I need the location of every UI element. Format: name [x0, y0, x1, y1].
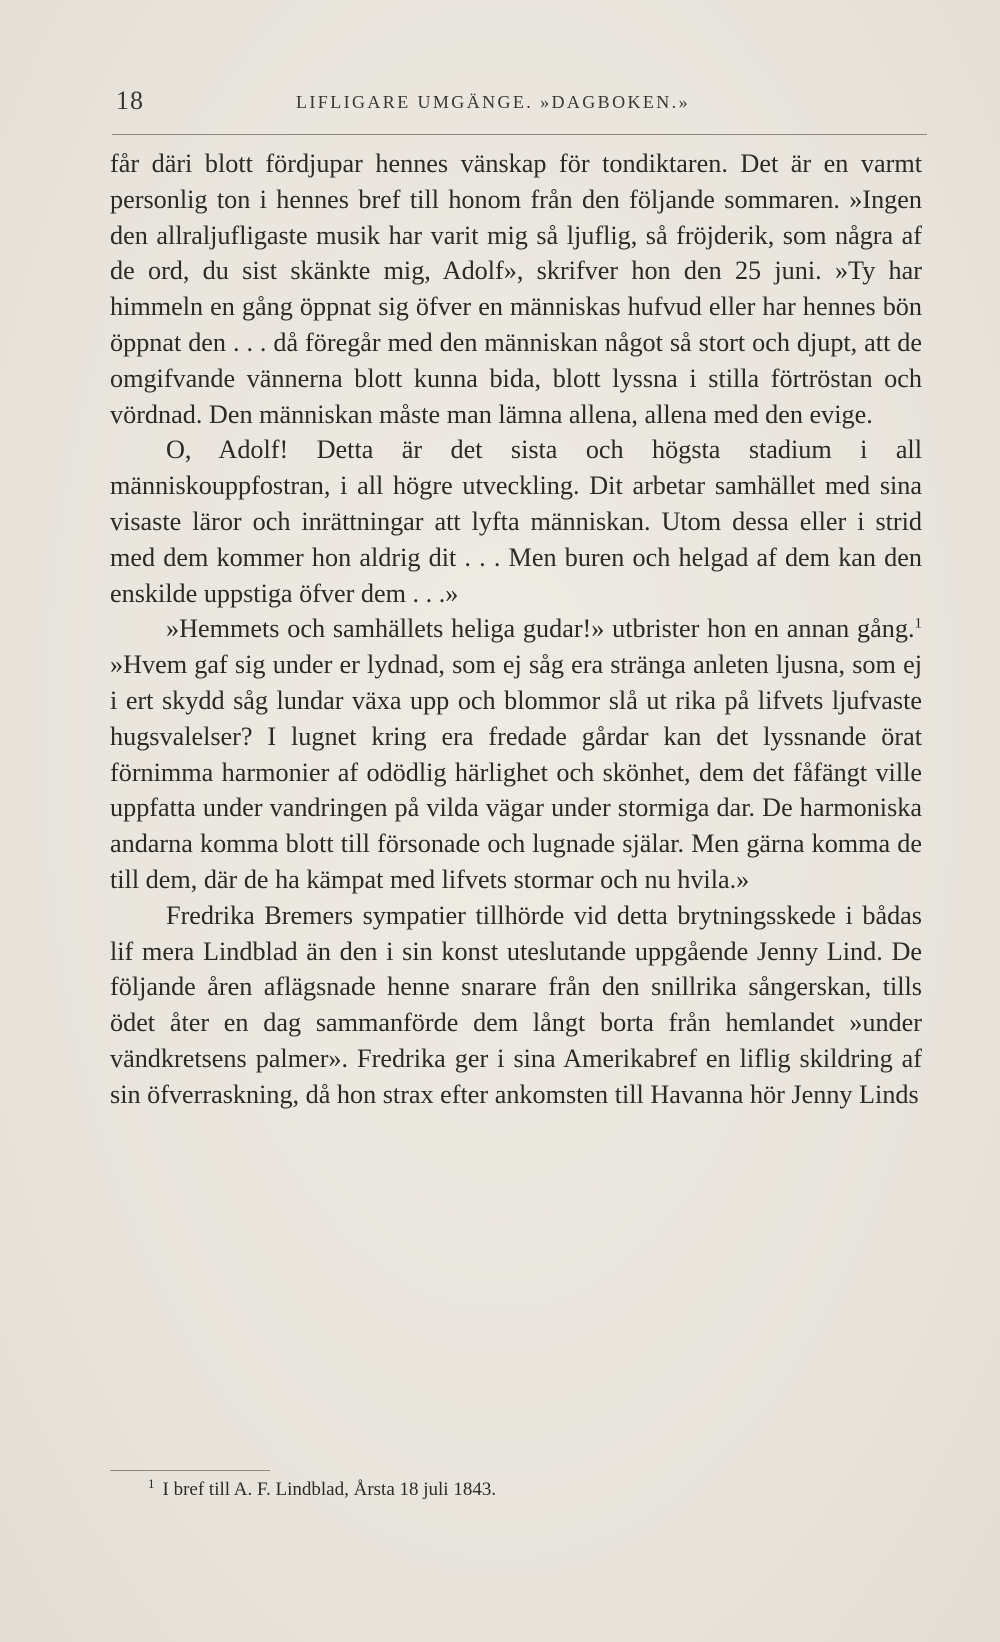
paragraph-3-start: »Hemmets och samhällets heliga gudar!» utbrister hon en annan gång.: [166, 614, 915, 644]
footnote: [148, 1476, 848, 1504]
page-number: 18: [116, 86, 144, 115]
running-head: [116, 86, 926, 116]
footnote-rule: [110, 1470, 270, 1471]
paragraph-4: Fredrika Bremers sympatier tillhörde vid detta brytningsskede i bådas lif mera Lindblad än den i sin konst uteslutande uppgående Jenny Lind. De följande åren aflägsnade henne snarare från den snillrika sångerskan, tills ödet åter en dag sammanförde dem långt borta från hemlandet »under vändkretsens palmer». Fredrika ger i sina Amerikabref en liflig skildring af sin öfverraskning, då hon strax efter ankomsten till Havanna hör Jenny Linds: [110, 900, 922, 1109]
body-text: [110, 146, 922, 1113]
footnote-text: I bref till A. F. Lindblad, Årsta 18 juli 1843.: [162, 1479, 497, 1500]
paragraph-3-rest: »Hvem gaf sig under er lydnad, som ej såg era stränga anleten ljusna, som ej i ert skydd såg lundar växa upp och blommor slå ut rika på lifvets ljufvaste hugsvalelser? I lugnet kring era fredade gårdar kan det lyssnande örat förnimma harmonier af odödlig härlighet och skönhet, dem det fåfängt ville uppfatta under vandringen på vilda vägar under stormiga dar. De harmoniska andarna komma blott till försonade och lugnade själar. Men gärna komma de till dem, där de ha kämpat med lifvets stormar och nu hvila.»: [110, 650, 922, 894]
header-rule: [112, 134, 927, 135]
footnote-reference: 1: [914, 615, 922, 632]
paragraph-3: [110, 611, 922, 897]
paragraph-2: O, Adolf! Detta är det sista och högsta stadium i all människouppfostran, i all högre utveckling. Dit arbetar samhället med sina visaste läror och inrättningar att lyfta människan. Utom dessa eller i strid med dem kommer hon aldrig dit . . . Men buren och helgad af dem kan den enskilde uppstiga öfver dem . . .»: [110, 435, 922, 608]
paragraph-1: får däri blott fördjupar hennes vänskap för tondiktaren. Det är en varmt personlig ton i hennes bref till honom från den följande sommaren. »Ingen den allraljufligaste musik har varit mig så ljuflig, så fröjderik, som några af de ord, du sist skänkte mig, Adolf», skrifver hon den 25 juni. »Ty har himmeln en gång öppnat sig öfver en människas hufvud eller har hennes bön öppnat den . . . då föregår med den människan något så stort och djupt, att de omgifvande vännerna blott kunna bida, blott lyssna i stilla förtröstan och vördnad. Den människan måste man lämna allena, allena med den evige.: [110, 149, 922, 429]
footnote-number: 1: [148, 1475, 155, 1491]
running-title: LIFLIGARE UMGÄNGE. »DAGBOKEN.»: [296, 92, 690, 112]
